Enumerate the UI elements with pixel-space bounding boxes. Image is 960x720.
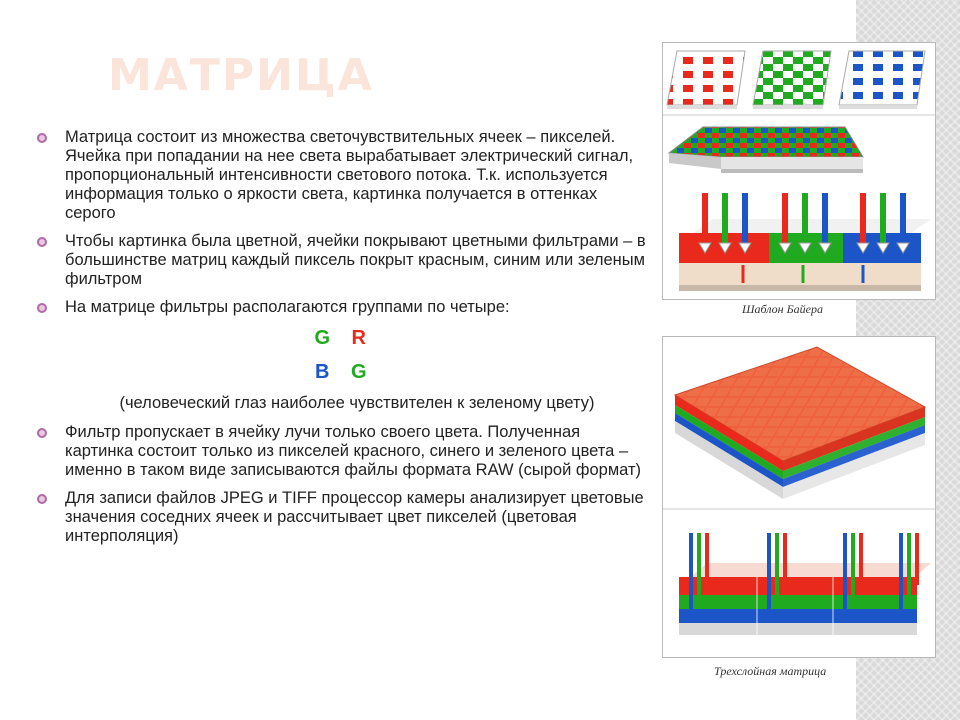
pattern-letter-b: B bbox=[314, 361, 331, 383]
pattern-note: (человеческий глаз наиболее чувствителен к зеленому цвету) bbox=[119, 394, 595, 412]
blue-filter-grid bbox=[839, 51, 925, 109]
bullet-text: Матрица состоит из множества светочувствительных ячеек – пикселей. Ячейка при попадании на нее света вырабатывает электрический сигнал, пропорциональный интенсивности светового потока. Т.к. используется информация только о яркости света, картинка получается в оттенках серого bbox=[65, 128, 634, 222]
three-layer-caption: Трехслойная матрица bbox=[714, 664, 827, 678]
bayer-illustration-graphic bbox=[663, 43, 935, 299]
bullet-item bbox=[36, 489, 646, 546]
green-filter-grid bbox=[753, 51, 831, 109]
filter-block-with-rays bbox=[679, 193, 931, 291]
bayer-pattern-row-1 bbox=[36, 326, 646, 350]
bayer-illustration bbox=[662, 42, 936, 300]
bullet-item bbox=[36, 298, 646, 317]
three-layer-illustration bbox=[662, 336, 936, 658]
bullet-text: Фильтр пропускает в ячейку лучи только своего цвета. Полученная картинка состоит только из пикселей красного, синего и зеленого цвета – именно в таком виде записываются файлы формата RAW (сырой формат) bbox=[65, 423, 642, 479]
bullet-item bbox=[36, 232, 646, 289]
bullet-text: Для записи файлов JPEG и TIFF процессор камеры анализирует цветовые значения соседних ячеек и рассчитывает цвет пикселей (цветовая интерполяция) bbox=[65, 489, 644, 545]
bayer-mosaic-slab bbox=[669, 127, 863, 173]
three-layer-slab bbox=[675, 347, 925, 499]
pattern-letter-g: G bbox=[351, 361, 368, 383]
bayer-caption: Шаблон Байера bbox=[742, 302, 823, 316]
pattern-letter-g: G bbox=[314, 327, 331, 349]
bullet-icon bbox=[37, 303, 47, 313]
bullet-text: На матрице фильтры располагаются группами по четыре: bbox=[65, 298, 510, 316]
three-layer-block-with-rays bbox=[679, 533, 931, 635]
bayer-pattern-row-2 bbox=[36, 360, 646, 384]
bullet-item bbox=[36, 423, 646, 480]
bullet-text: Чтобы картинка была цветной, ячейки покрывают цветными фильтрами – в большинстве матриц каждый пиксель покрыт красным, синим или зеленым фильтром bbox=[65, 232, 646, 288]
bullet-item bbox=[36, 128, 646, 223]
slide-title: МАТРИЦА bbox=[108, 50, 374, 101]
slide-content bbox=[36, 128, 646, 555]
three-layer-illustration-graphic bbox=[663, 337, 935, 657]
bullet-icon bbox=[37, 133, 47, 143]
red-filter-grid bbox=[667, 51, 745, 109]
bullet-icon bbox=[37, 494, 47, 504]
pattern-letter-r: R bbox=[351, 327, 367, 349]
bullet-icon bbox=[37, 237, 47, 247]
bullet-icon bbox=[37, 428, 47, 438]
